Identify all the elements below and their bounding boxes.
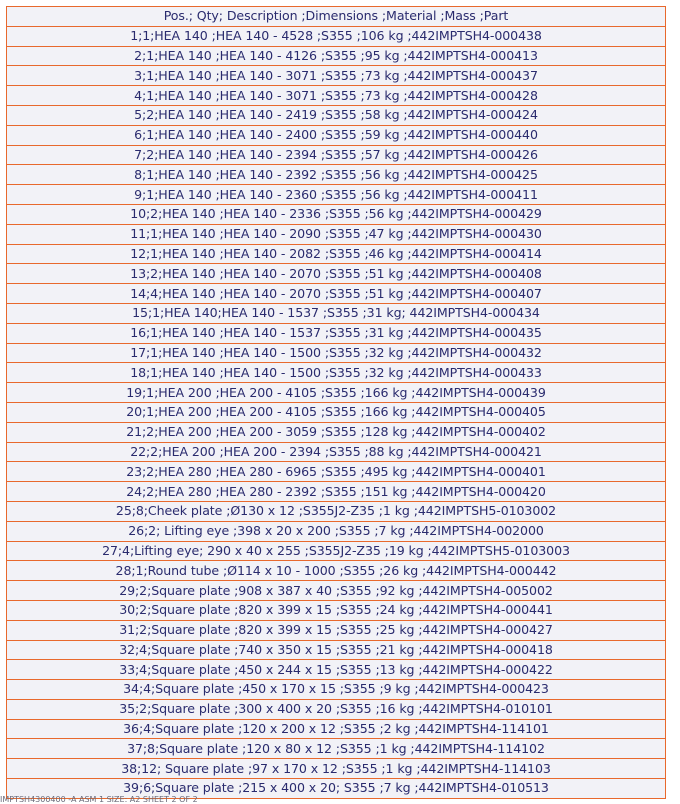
table-cell: 20;1;HEA 200 ;HEA 200 - 4105 ;S355 ;166 kg ;442IMPTSH4-000405: [7, 402, 666, 422]
table-row: [7, 699, 666, 719]
table-cell: 18;1;HEA 140 ;HEA 140 - 1500 ;S355 ;32 kg ;442IMPTSH4-000433: [7, 363, 666, 383]
table-row: [7, 26, 666, 46]
table-cell: 25;8;Cheek plate ;Ø130 x 12 ;S355J2-Z35 ;1 kg ;442IMPTSH5-0103002: [7, 501, 666, 521]
table-row: [7, 363, 666, 383]
bill-of-materials-table: [6, 6, 666, 799]
table-row: [7, 264, 666, 284]
table-row: [7, 620, 666, 640]
table-cell: 30;2;Square plate ;820 x 399 x 15 ;S355 ;24 kg ;442IMPTSH4-000441: [7, 600, 666, 620]
table-row: [7, 442, 666, 462]
table-row: [7, 482, 666, 502]
table-cell: 35;2;Square plate ;300 x 400 x 20 ;S355 ;16 kg ;442IMPTSH4-010101: [7, 699, 666, 719]
table-row: [7, 719, 666, 739]
table-cell: 23;2;HEA 280 ;HEA 280 - 6965 ;S355 ;495 kg ;442IMPTSH4-000401: [7, 462, 666, 482]
table-row: [7, 521, 666, 541]
table-cell: 31;2;Square plate ;820 x 399 x 15 ;S355 ;25 kg ;442IMPTSH4-000427: [7, 620, 666, 640]
table-row: [7, 66, 666, 86]
table-row: [7, 125, 666, 145]
table-row: [7, 204, 666, 224]
table-row: [7, 501, 666, 521]
table-cell: 1;1;HEA 140 ;HEA 140 - 4528 ;S355 ;106 kg ;442IMPTSH4-000438: [7, 26, 666, 46]
table-cell: 16;1;HEA 140 ;HEA 140 - 1537 ;S355 ;31 kg ;442IMPTSH4-000435: [7, 323, 666, 343]
table-row: [7, 244, 666, 264]
table-row: [7, 284, 666, 304]
table-row: [7, 145, 666, 165]
table-cell: 24;2;HEA 280 ;HEA 280 - 2392 ;S355 ;151 kg ;442IMPTSH4-000420: [7, 482, 666, 502]
table-cell: 39;6;Square plate ;215 x 400 x 20; S355 ;7 kg ;442IMPTSH4-010513: [7, 779, 666, 799]
table-header-row: [7, 7, 666, 27]
table-cell: 27;4;Lifting eye; 290 x 40 x 255 ;S355J2-Z35 ;19 kg ;442IMPTSH5-0103003: [7, 541, 666, 561]
table-cell: 37;8;Square plate ;120 x 80 x 12 ;S355 ;1 kg ;442IMPTSH4-114102: [7, 739, 666, 759]
table-cell: 26;2; Lifting eye ;398 x 20 x 200 ;S355 ;7 kg ;442IMPTSH4-002000: [7, 521, 666, 541]
table-cell: 34;4;Square plate ;450 x 170 x 15 ;S355 ;9 kg ;442IMPTSH4-000423: [7, 680, 666, 700]
table-cell: 33;4;Square plate ;450 x 244 x 15 ;S355 ;13 kg ;442IMPTSH4-000422: [7, 660, 666, 680]
table-cell: 3;1;HEA 140 ;HEA 140 - 3071 ;S355 ;73 kg ;442IMPTSH4-000437: [7, 66, 666, 86]
table-row: [7, 402, 666, 422]
table-row: [7, 561, 666, 581]
table-row: [7, 640, 666, 660]
table-cell: 9;1;HEA 140 ;HEA 140 - 2360 ;S355 ;56 kg ;442IMPTSH4-000411: [7, 185, 666, 205]
table-row: [7, 581, 666, 601]
table-cell: 11;1;HEA 140 ;HEA 140 - 2090 ;S355 ;47 kg ;442IMPTSH4-000430: [7, 224, 666, 244]
table-cell: 8;1;HEA 140 ;HEA 140 - 2392 ;S355 ;56 kg ;442IMPTSH4-000425: [7, 165, 666, 185]
table-cell: 17;1;HEA 140 ;HEA 140 - 1500 ;S355 ;32 kg ;442IMPTSH4-000432: [7, 343, 666, 363]
table-row: [7, 323, 666, 343]
table-cell: 10;2;HEA 140 ;HEA 140 - 2336 ;S355 ;56 kg ;442IMPTSH4-000429: [7, 204, 666, 224]
table-cell: 21;2;HEA 200 ;HEA 200 - 3059 ;S355 ;128 kg ;442IMPTSH4-000402: [7, 422, 666, 442]
table-cell: 22;2;HEA 200 ;HEA 200 - 2394 ;S355 ;88 kg ;442IMPTSH4-000421: [7, 442, 666, 462]
table-row: [7, 165, 666, 185]
table-cell: 12;1;HEA 140 ;HEA 140 - 2082 ;S355 ;46 kg ;442IMPTSH4-000414: [7, 244, 666, 264]
table-row: [7, 422, 666, 442]
table-row: [7, 105, 666, 125]
table-row: [7, 462, 666, 482]
table-cell: 32;4;Square plate ;740 x 350 x 15 ;S355 ;21 kg ;442IMPTSH4-000418: [7, 640, 666, 660]
table-cell: 28;1;Round tube ;Ø114 x 10 - 1000 ;S355 ;26 kg ;442IMPTSH4-000442: [7, 561, 666, 581]
table-row: [7, 185, 666, 205]
table-row: [7, 303, 666, 323]
title-block-text: IMPTSH4300400 -A ASM 1 SIZE: A2 SHEET 2 OF 2: [0, 795, 198, 804]
table-cell: 15;1;HEA 140;HEA 140 - 1537 ;S355 ;31 kg; 442IMPTSH4-000434: [7, 303, 666, 323]
table-row: [7, 224, 666, 244]
table-header-cell: Pos.; Qty; Description ;Dimensions ;Material ;Mass ;Part: [7, 7, 666, 27]
table-cell: 2;1;HEA 140 ;HEA 140 - 4126 ;S355 ;95 kg ;442IMPTSH4-000413: [7, 46, 666, 66]
table-cell: 7;2;HEA 140 ;HEA 140 - 2394 ;S355 ;57 kg ;442IMPTSH4-000426: [7, 145, 666, 165]
table-row: [7, 383, 666, 403]
table-row: [7, 680, 666, 700]
table-cell: 36;4;Square plate ;120 x 200 x 12 ;S355 ;2 kg ;442IMPTSH4-114101: [7, 719, 666, 739]
table-cell: 6;1;HEA 140 ;HEA 140 - 2400 ;S355 ;59 kg ;442IMPTSH4-000440: [7, 125, 666, 145]
table-row: [7, 759, 666, 779]
table-cell: 38;12; Square plate ;97 x 170 x 12 ;S355 ;1 kg ;442IMPTSH4-114103: [7, 759, 666, 779]
table-cell: 14;4;HEA 140 ;HEA 140 - 2070 ;S355 ;51 kg ;442IMPTSH4-000407: [7, 284, 666, 304]
table-row: [7, 343, 666, 363]
table-cell: 13;2;HEA 140 ;HEA 140 - 2070 ;S355 ;51 kg ;442IMPTSH4-000408: [7, 264, 666, 284]
table-cell: 5;2;HEA 140 ;HEA 140 - 2419 ;S355 ;58 kg ;442IMPTSH4-000424: [7, 105, 666, 125]
table-row: [7, 46, 666, 66]
table-cell: 19;1;HEA 200 ;HEA 200 - 4105 ;S355 ;166 kg ;442IMPTSH4-000439: [7, 383, 666, 403]
table-cell: 29;2;Square plate ;908 x 387 x 40 ;S355 ;92 kg ;442IMPTSH4-005002: [7, 581, 666, 601]
table-cell: 4;1;HEA 140 ;HEA 140 - 3071 ;S355 ;73 kg ;442IMPTSH4-000428: [7, 86, 666, 106]
table-row: [7, 86, 666, 106]
table-row: [7, 660, 666, 680]
table-row: [7, 541, 666, 561]
table-row: [7, 600, 666, 620]
table-row: [7, 739, 666, 759]
